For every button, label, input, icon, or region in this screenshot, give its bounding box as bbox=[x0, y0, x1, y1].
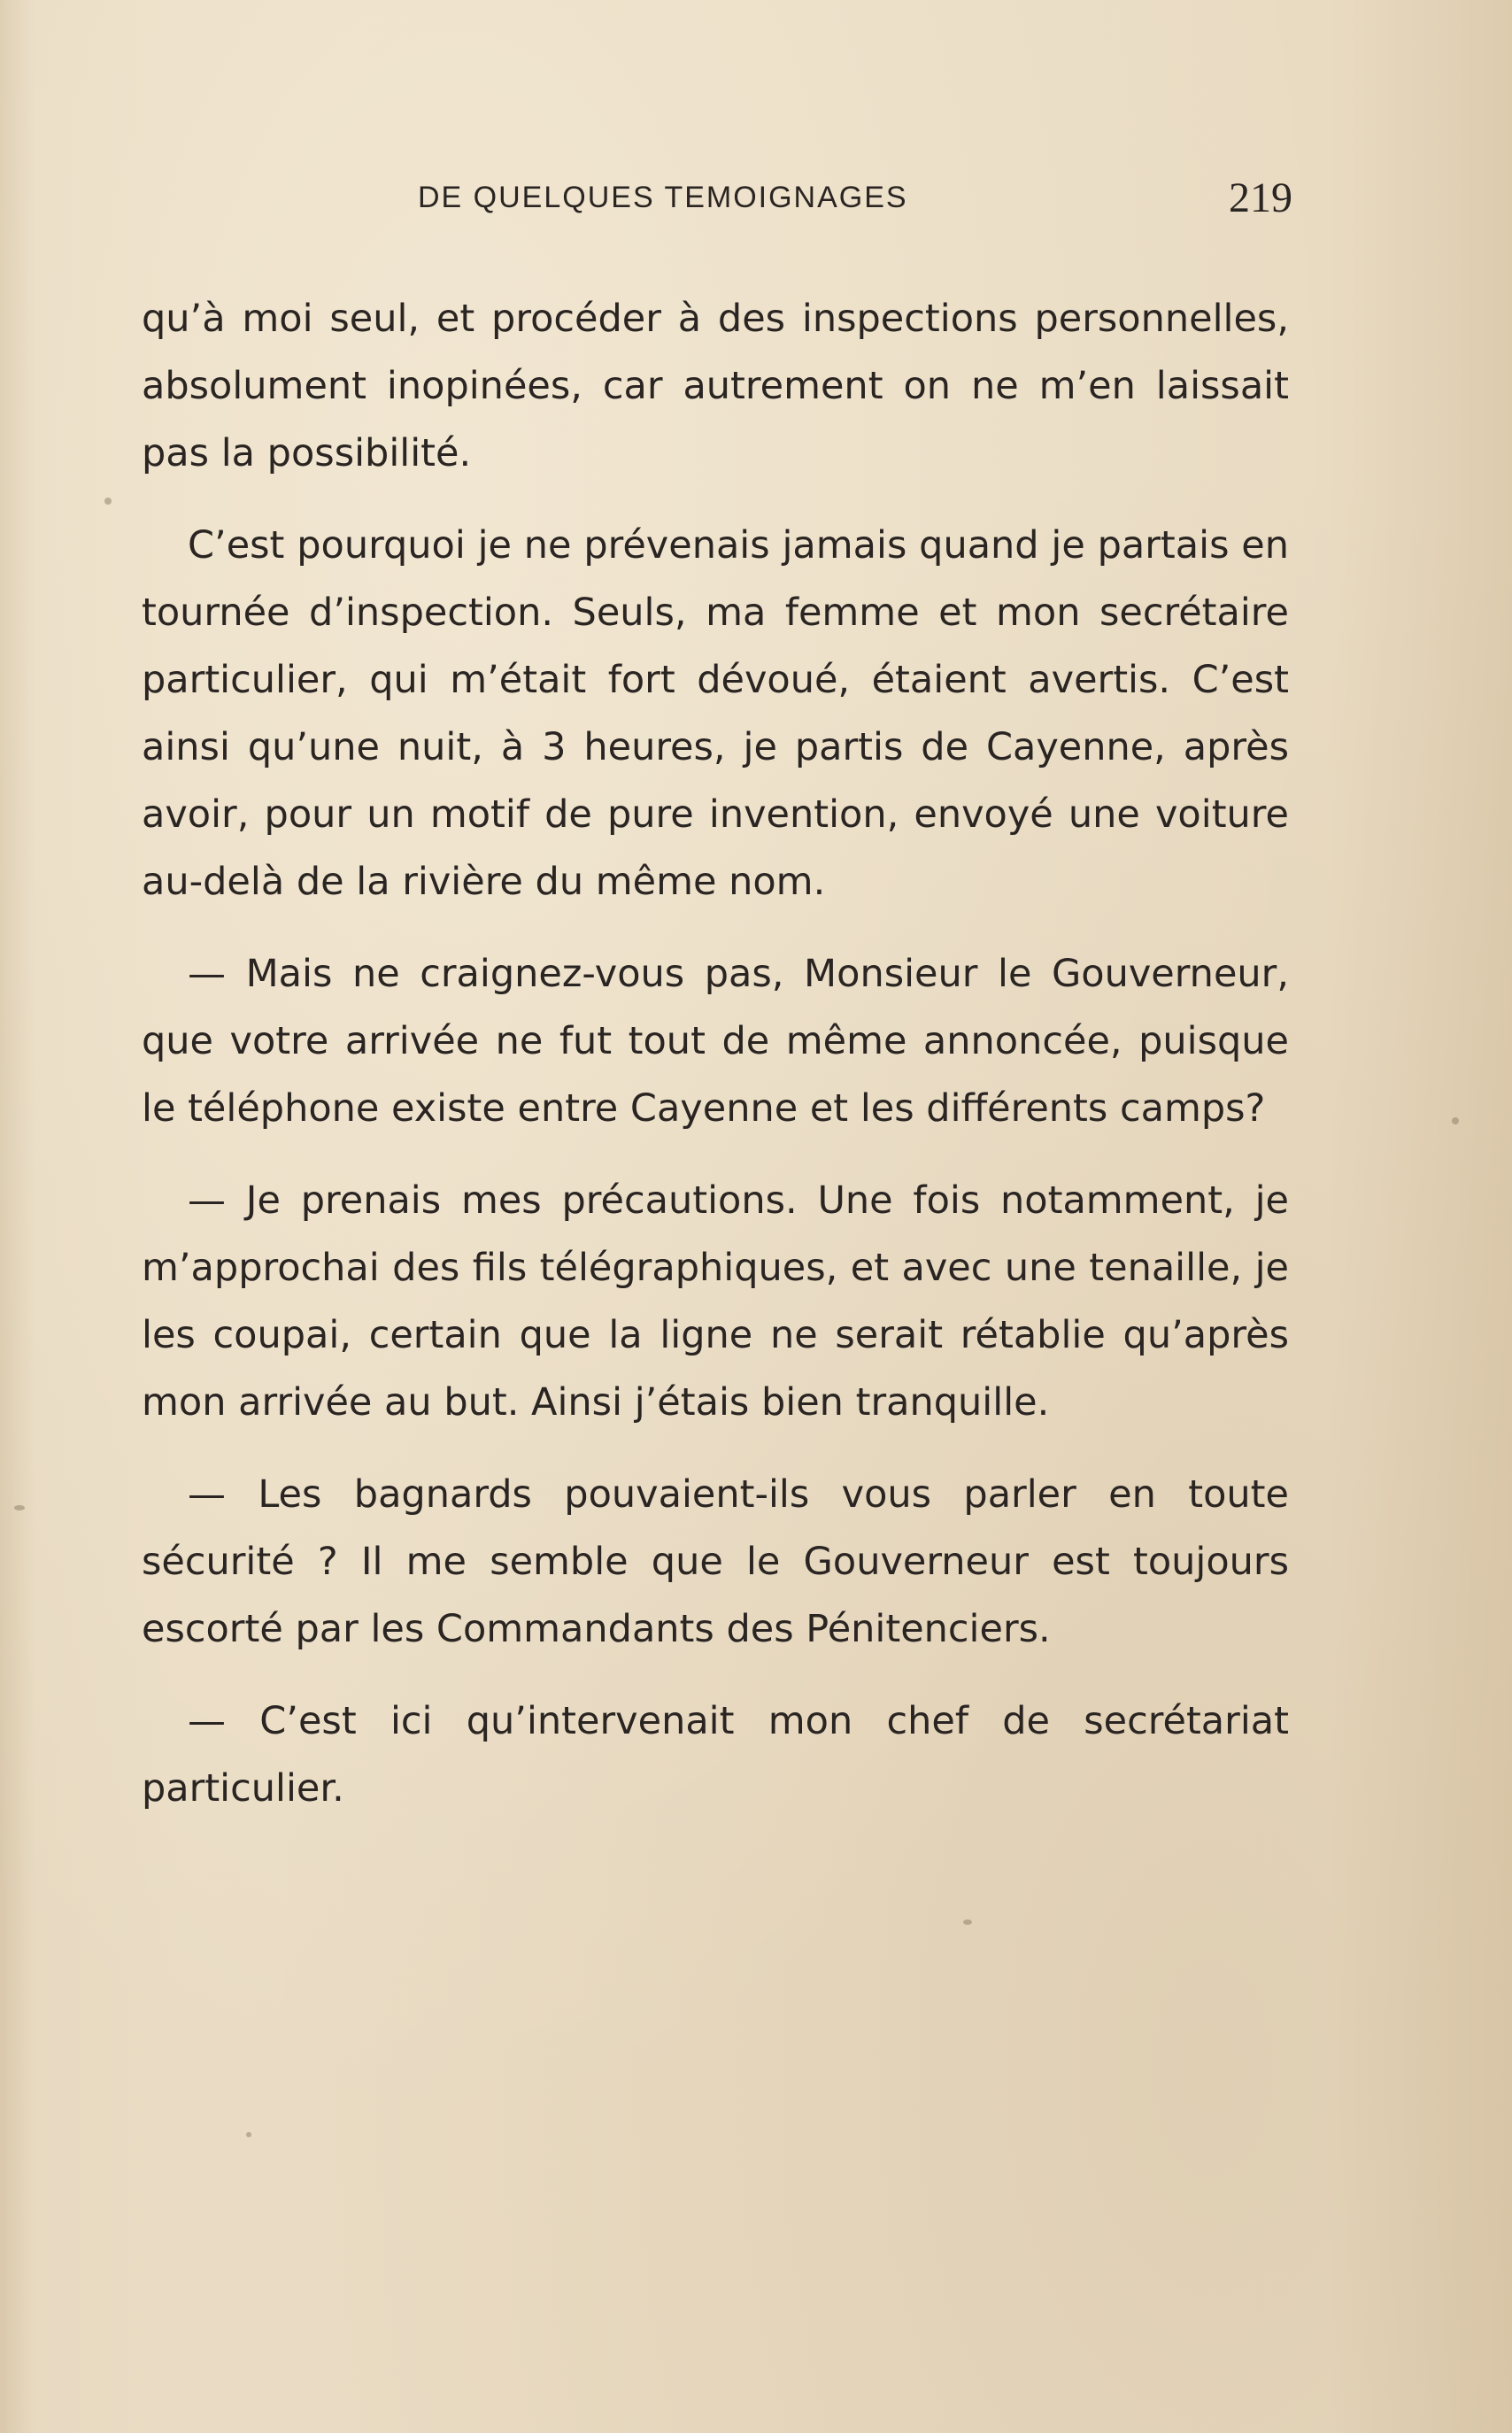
paper-speck bbox=[14, 1505, 25, 1510]
paper-speck bbox=[963, 1919, 972, 1925]
paper-speck bbox=[104, 498, 112, 505]
paragraph: — Je prenais mes précautions. Une fois notamment, je m’approchai des fils télégraphiques, et avec une tenaille, je les coupai, certain que la ligne ne serait rétablie qu’après mon arrivée au but. Ainsi j’étais bien tranquille. bbox=[142, 1178, 1289, 1425]
paper-speck bbox=[246, 2132, 251, 2137]
paper-speck bbox=[1452, 1117, 1459, 1124]
paragraph: — C’est ici qu’intervenait mon chef de secrétariat particulier. bbox=[142, 1699, 1289, 1811]
page-header bbox=[142, 174, 1292, 227]
paragraph: — Les bagnards pouvaient-ils vous parler en toute sécurité ? Il me semble que le Gouverneur est toujours escorté par les Commandants des Pénitenciers. bbox=[142, 1472, 1289, 1651]
page-number: 219 bbox=[1229, 174, 1292, 221]
body-text bbox=[142, 285, 1289, 1847]
paragraph: C’est pourquoi je ne prévenais jamais quand je partais en tournée d’inspection. Seuls, ma femme et mon secrétaire particulier, qui m’était fort dévoué, étaient avertis. C’est ainsi qu’une nuit, à 3 heures, je partis de Cayenne, après avoir, pour un motif de pure invention, envoyé une voiture au-delà de la rivière du même nom. bbox=[142, 523, 1289, 904]
running-title: DE QUELQUES TEMOIGNAGES bbox=[418, 181, 908, 214]
paragraph: qu’à moi seul, et procéder à des inspections personnelles, absolument inopinées, car autrement on ne m’en laissait pas la possibilité. bbox=[142, 297, 1289, 475]
paragraph: — Mais ne craignez-vous pas, Monsieur le Gouverneur, que votre arrivée ne fut tout de même annoncée, puisque le téléphone existe entre Cayenne et les différents camps? bbox=[142, 952, 1289, 1131]
